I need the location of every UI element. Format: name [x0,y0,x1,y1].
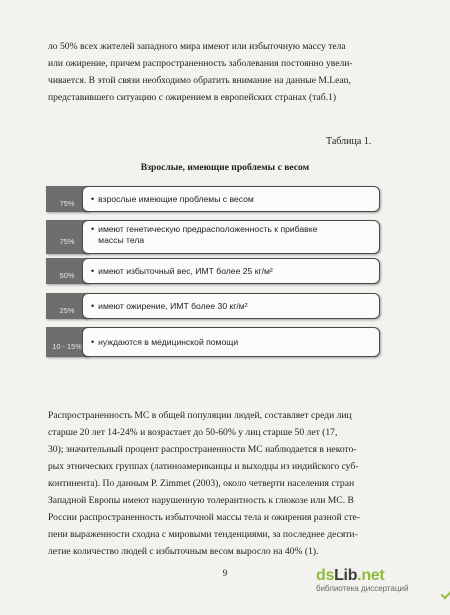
row-text: имеют ожирение, ИМТ более 30 кг/м² [98,300,248,311]
row-text [98,224,317,246]
text-line: пени выраженности сходна с мировыми тенденциями, за последнее десяти- [48,529,358,540]
bullet-icon: • [91,265,95,276]
watermark-net: .net [357,567,385,584]
watermark-ds: ds [316,567,335,584]
text-line: континента). По данным P. Zimmet (2003), около четверти населения стран [48,478,355,489]
bullet-icon: • [91,300,95,311]
text-line: чивается. В этой связи необходимо обратить внимание на данные M.Lean, [48,75,351,86]
body-paragraph [48,407,408,560]
text-line: 30); значительный процент распространенности МС наблюдается в некото- [48,444,357,455]
row-text-line: массы тела [98,235,145,245]
page-number: 9 [222,568,228,578]
row-text-box [82,293,380,319]
row-text-box [82,258,380,284]
text-line: рых этнических группах (латиноамериканцы и выходцы из индийского суб- [48,461,359,472]
row-text-box [82,220,380,254]
text-line: ло 50% всех жителей западного мира имеют или избыточную массу тела [48,41,346,52]
watermark-lib: Lib [334,567,358,584]
bullet-icon: • [91,224,95,234]
percent-value: 25% [59,305,75,315]
text-line: летие количество людей с избыточным весом выросло на 40% (1). [48,546,319,557]
bullet-icon: • [91,193,95,204]
row-text-box [82,186,380,212]
row-text: нуждаются в медицинской помощи [98,336,239,347]
text-line: России распространенность избыточной массы тела и ожирения разной сте- [48,512,361,523]
percent-value: 10 - 15% [52,341,82,351]
text-line: Западной Европы имеют нарушенную толерантность к глюкозе или МС. В [48,495,354,506]
table-row [46,327,380,357]
text-line: старше 20 лет 14-24% и возрастает до 50-60% у лиц старше 50 лет (17, [48,427,338,438]
table-row [46,220,380,254]
watermark-logo [316,567,408,593]
table-title: Взрослые, имеющие проблемы с весом [140,162,310,173]
checkmark-icon [441,587,450,600]
table-row [46,258,380,284]
percent-value: 75% [59,236,75,246]
table-label: Таблица 1. [326,136,372,147]
row-text-box [82,327,380,357]
table-row [46,293,380,319]
intro-paragraph [48,38,408,106]
watermark-subtitle: библиотека диссертаций [316,584,409,593]
row-text: взрослые имеющие проблемы с весом [98,193,254,204]
row-text: имеют избыточный вес, ИМТ более 25 кг/м² [98,265,273,276]
table-row [46,186,380,212]
percent-value: 75% [59,198,75,208]
bullet-icon: • [91,336,95,347]
percent-value: 50% [59,270,75,280]
text-line: или ожирение, причем распространенность заболевания постоянно увели- [48,58,353,69]
text-line: представившего ситуацию с ожирением в европейских странах (таб.1) [48,92,337,103]
text-line: Распространенность МС в общей популяции людей, составляет среди лиц [48,410,352,421]
row-text-line: имеют генетическую предрасположенность к прибавке [98,224,318,234]
